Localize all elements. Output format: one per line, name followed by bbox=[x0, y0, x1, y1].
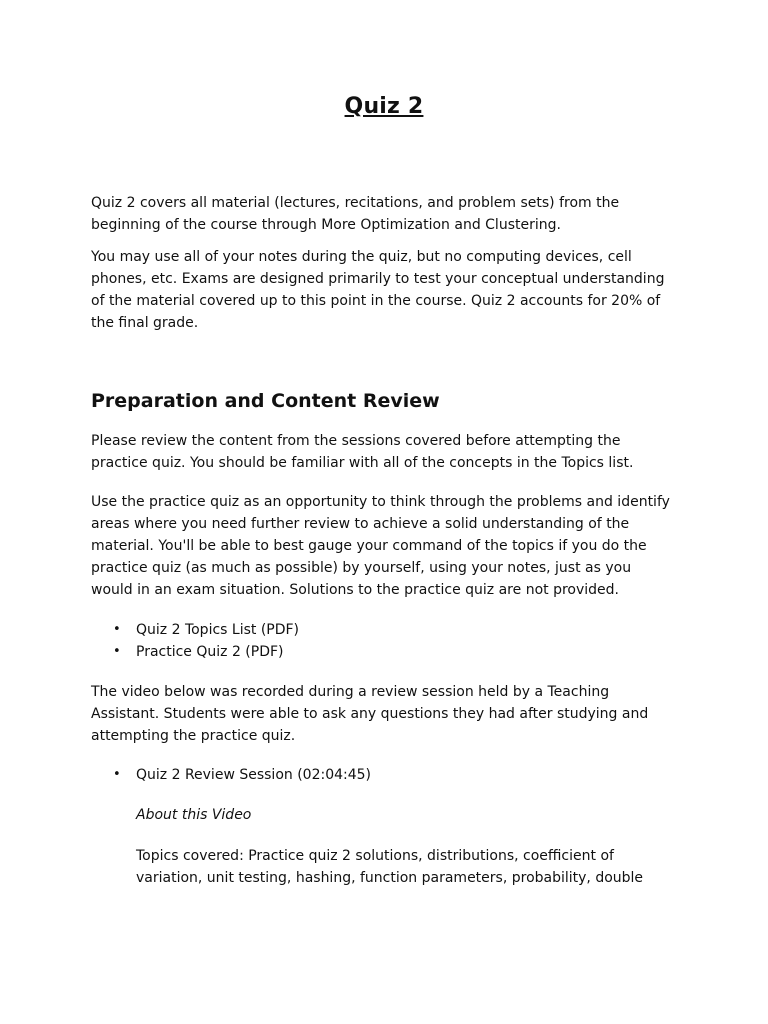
intro-paragraph-coverage: Quiz 2 covers all material (lectures, recitations, and problem sets) from the beginning of the course through More Optimization and Clustering. bbox=[91, 195, 620, 233]
preparation-paragraph-review: Please review the content from the sessions covered before attempting the practice quiz. You should be familiar with all of the concepts in the Topics list. bbox=[91, 433, 634, 471]
topics-covered-text: Topics covered: Practice quiz 2 solutions, distributions, coefficient of variation, unit testing, hashing, function parameters, probability, double bbox=[136, 848, 644, 886]
materials-list bbox=[91, 619, 671, 663]
link-practice-quiz-pdf[interactable]: • Practice Quiz 2 (PDF) bbox=[91, 641, 671, 663]
video-description-paragraph: The video below was recorded during a review session held by a Teaching Assistant. Students were able to ask any questions they had after studying and attempting the practice quiz. bbox=[91, 684, 649, 744]
page-title: Quiz 2 bbox=[344, 94, 424, 119]
preparation-paragraph-practice: Use the practice quiz as an opportunity to think through the problems and identify areas where you need further review to achieve a solid understanding of the material. You'll be able to best gauge your command of the topics if you do the practice quiz (as much as possible) by yourself, using your notes, just as you would in an exam situation. Solutions to the practice quiz are not provided. bbox=[91, 494, 670, 598]
about-video-label: About this Video bbox=[136, 807, 252, 823]
link-topics-list-pdf[interactable]: • Quiz 2 Topics List (PDF) bbox=[91, 619, 671, 641]
video-list bbox=[91, 764, 671, 786]
section-heading-preparation: Preparation and Content Review bbox=[91, 390, 440, 412]
intro-paragraph-rules: You may use all of your notes during the quiz, but no computing devices, cell phones, etc. Exams are designed primarily to test your conceptual understanding of the material covered up to this point in the course. Quiz 2 accounts for 20% of the final grade. bbox=[91, 249, 665, 331]
document-body bbox=[91, 192, 671, 889]
link-review-session-video[interactable]: • Quiz 2 Review Session (02:04:45) bbox=[91, 764, 671, 786]
